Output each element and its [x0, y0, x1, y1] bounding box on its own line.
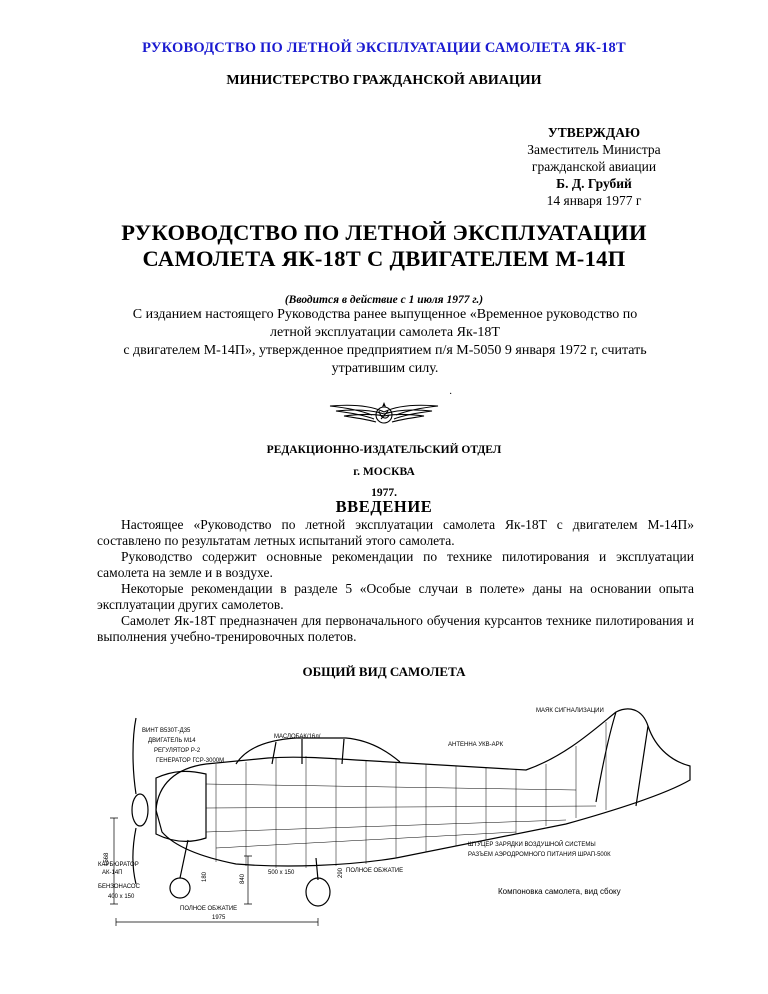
publisher-city: г. МОСКВА — [353, 466, 415, 478]
supersede-notice — [95, 306, 675, 378]
publication-year: 1977. — [371, 487, 397, 499]
dim-track-label: 1975 — [212, 915, 226, 921]
approval-position-2: гражданской авиации — [531, 159, 657, 174]
dim-840-label: 840 — [240, 873, 246, 884]
label-carburetor-1: КАРБЮРАТОР — [98, 862, 139, 868]
label-generator: ГЕНЕРАТОР ГСР-3000М — [156, 758, 225, 764]
intro-paragraph-3: Некоторые рекомендации в разделе 5 «Особые случаи в полете» даны на основании опыта эксплуатации других самолетов. — [97, 581, 694, 612]
label-oil-tank: МАСЛОБАК/16л/ — [274, 734, 321, 740]
notice-line-1: С изданием настоящего Руководства ранее выпущенное «Временное руководство по — [132, 307, 638, 322]
intro-paragraph-4: Самолет Як-18Т предназначен для первоначального обучения курсантов технике пилотирования и выполнения учебно-тренировочных полетов. — [97, 613, 694, 644]
notice-line-4: утратившим силу. — [331, 361, 439, 376]
dim-height-label: 1568 — [104, 852, 110, 866]
title-line-1: РУКОВОДСТВО ПО ЛЕТНОЙ ЭКСПЛУАТАЦИИ — [121, 220, 647, 245]
introduction-heading: ВВЕДЕНИЕ — [335, 497, 433, 516]
label-antenna: АНТЕННА УКВ-АРК — [448, 742, 504, 748]
label-regulator: РЕГУЛЯТОР Р-2 — [154, 748, 201, 754]
running-header: РУКОВОДСТВО ПО ЛЕТНОЙ ЭКСПЛУАТАЦИИ САМОЛЕТА ЯК-18Т — [142, 40, 626, 56]
label-wheel-nose: 400 x 150 — [108, 894, 135, 900]
general-view-heading: ОБЩИЙ ВИД САМОЛЕТА — [302, 664, 466, 679]
dim-180-label: 180 — [202, 871, 208, 882]
intro-paragraph-2: Руководство содержит основные рекомендации по технике пилотирования и эксплуатации самолета на земле и в воздухе. — [97, 549, 694, 580]
aircraft-side-view-drawing — [96, 698, 702, 932]
small-mark: · — [449, 389, 453, 400]
approval-position-1: Заместитель Министра — [527, 142, 661, 157]
dim-290-label: 290 — [338, 867, 344, 878]
label-full-compression-1: ПОЛНОЕ ОБЖАТИЕ — [180, 906, 238, 912]
approval-heading: УТВЕРЖДАЮ — [547, 125, 641, 140]
label-wheel-main: 500 x 150 — [268, 870, 295, 876]
aeroflot-wings-emblem — [328, 398, 440, 432]
effective-date: (Вводится в действие с 1 июля 1977 г.) — [284, 294, 484, 306]
approval-date: 14 января 1977 г — [546, 193, 642, 208]
label-fuel-pump: БЕНЗОНАСОС — [98, 884, 140, 890]
ministry-name: МИНИСТЕРСТВО ГРАЖДАНСКОЙ АВИАЦИИ — [226, 73, 542, 88]
approval-block — [514, 124, 674, 209]
notice-line-2: летной эксплуатации самолета Як-18Т — [270, 325, 500, 340]
intro-paragraph-1: Настоящее «Руководство по летной эксплуатации самолета Як-18Т с двигателем М-14П» составлено по результатам летных испытаний этого самолета. — [97, 517, 694, 548]
approval-signer: Б. Д. Грубий — [556, 176, 632, 191]
notice-line-3: с двигателем М-14П», утвержденное предприятием п/я М-5050 9 января 1972 г, считать — [123, 343, 647, 358]
drawing-caption: Компоновка самолета, вид сбоку — [498, 887, 621, 896]
label-propeller: ВИНТ В530Т-Д35 — [142, 728, 191, 734]
label-engine: ДВИГАТЕЛЬ М14 — [148, 738, 196, 744]
label-carburetor-2: АК-14П — [102, 870, 123, 876]
label-power-socket: РАЗЪЕМ АЭРОДРОМНОГО ПИТАНИЯ ШРАП-500К — [468, 852, 611, 858]
introduction-body — [97, 517, 694, 645]
label-air-fitting: ШТУЦЕР ЗАРЯДКИ ВОЗДУШНОЙ СИСТЕМЫ — [468, 842, 596, 848]
publisher-department: РЕДАКЦИОННО-ИЗДАТЕЛЬСКИЙ ОТДЕЛ — [266, 444, 502, 456]
document-title — [0, 220, 768, 272]
label-full-compression-2: ПОЛНОЕ ОБЖАТИЕ — [346, 868, 404, 874]
title-line-2: САМОЛЕТА ЯК-18Т С ДВИГАТЕЛЕМ М-14П — [142, 246, 626, 271]
label-beacon: МАЯК СИГНАЛИЗАЦИИ — [536, 708, 604, 714]
